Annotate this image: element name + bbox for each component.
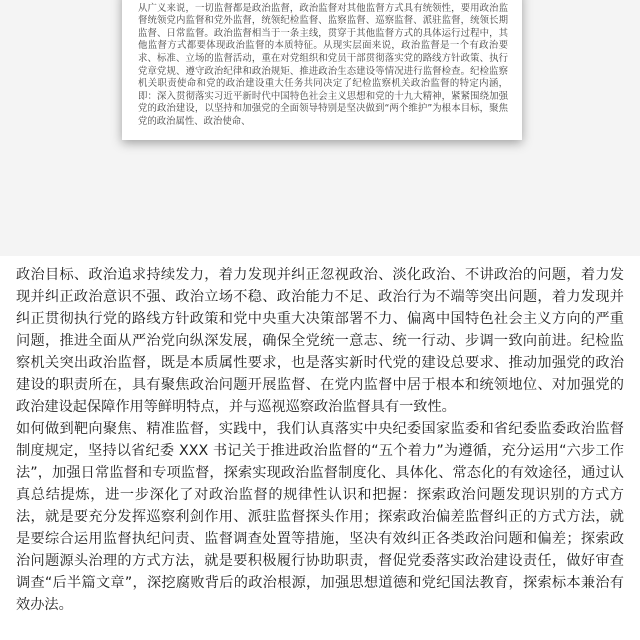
body-paragraph-2: 如何做到靶向聚焦、精准监督，实践中，我们认真落实中央纪委国家监委和省纪委监委政治监督制度规定，坚持以省纪委 XXX 书记关于推进政治监督的“五个着力”为遵循，充分运用“六步工作法”，加强日常监督和专项监督，探索实现政治监督制度化、具体化、常态化的有效途径，通过认真总结提炼，进一步深化了对政治监督的规律性认识和把握：探索政治问题发现识别的方式方法，就是要充分发挥巡察利剑作用、派驻监督探头作用；探索政治偏差监督纠正的方式方法，就是要综合运用监督执纪问责、监督调查处置等措施，坚决有效纠正各类政治问题和偏差；探索政治问题源头治理的方式方法，就是要积极履行协助职责，督促党委落实政治建设责任，做好审查调查“后半篇文章”，深挖腐败背后的政治根源，加强思想道德和党纪国法教育，探索标本兼治有效办法。 bbox=[16, 421, 624, 613]
document-body bbox=[16, 264, 624, 616]
preview-line-2: 从广义来说，一切监督都是政治监督，政治监督对其他监督方式具有统领性，要用政治监督统领党内监督和党外监督，统领纪检监督、监察监督、巡察监督、派驻监督，统领长期监督、日常监督。政治监督相当于一条主线，贯穿于其他监督方式的具体运行过程中，其他监督方式都要体现政治监督的本质特征。从现实层面来说，政治监督是一个有政治要求、标准、立场的监督活动，重在对党组织和党员干部贯彻落实党的路线方针政策、执行党章党规、遵守政治纪律和政治规矩、推进政治生态建设等情况进行监督检查。纪检监察机关职责使命和党的政治建设重大任务共同决定了纪检监察机关政治监督的特定内涵，即：深入贯彻落实习近平新时代中国特色社会主义思想和党的十九大精神，紧紧围绕加强党的政治建设，以坚持和加强党的全面领导特别是坚决做到“两个维护”为根本目标，聚焦党的政治属性、政治使命、 bbox=[138, 2, 508, 127]
preview-text bbox=[122, 0, 522, 129]
document-preview-card bbox=[122, 0, 522, 140]
body-paragraph-1: 政治目标、政治追求持续发力，着力发现并纠正忽视政治、淡化政治、不讲政治的问题，着力发现并纠正政治意识不强、政治立场不稳、政治能力不足、政治行为不端等突出问题，着力发现并纠正贯彻执行党的路线方针政策和党中央重大决策部署不力、偏离中国特色社会主义方向的严重问题，推进全面从严治党向纵深发展，确保全党统一意志、统一行动、步调一致向前进。纪检监察机关突出政治监督，既是本质属性要求，也是落实新时代党的建设总要求、推动加强党的政治建设的职责所在，具有聚焦政治问题开展监督、在党内监督中居于根本和统领地位、对加强党的政治建设起保障作用等鲜明特点，并与巡视巡察政治监督具有一致性。 bbox=[16, 267, 624, 415]
